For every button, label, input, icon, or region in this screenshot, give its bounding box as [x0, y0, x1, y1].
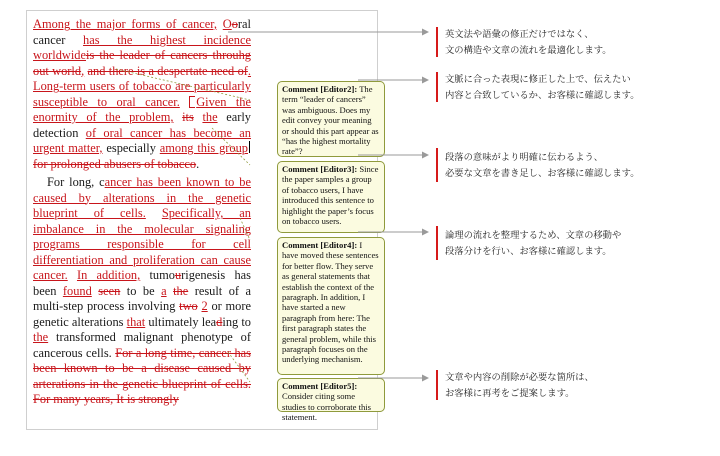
deletion[interactable]: and there is a despertate need of [87, 63, 248, 78]
deletion[interactable]: its [182, 110, 194, 124]
text-run: For long, c [47, 175, 105, 189]
explanation-note-3 [445, 150, 710, 182]
note-line: 論理の流れを整理するため、文章の移動や [445, 230, 622, 241]
text-run: . [196, 156, 200, 171]
comment-label: Comment [Editor5]: [282, 381, 358, 391]
insertion[interactable]: that [126, 314, 146, 329]
insertion[interactable]: ancer has been known to be caused by alterations in the genetic blueprint of cells. [33, 175, 251, 220]
comment-text: Consider citing some studies to corroborate this statement. [282, 391, 372, 423]
text-run: ral cancer [33, 17, 251, 47]
insertion[interactable]: . [247, 63, 251, 78]
note-accent-bar [436, 148, 438, 182]
text-run: early detection [33, 110, 251, 140]
text-run: transformed malignant phenotype of cancerous cells. [33, 330, 251, 360]
paragraph-2 [33, 175, 251, 408]
comment-text: Since the paper samples a group of tobacco users, I have introduced this sentence to highlight the paper’s focus on tobacco users. [282, 164, 379, 227]
text-cursor [249, 141, 250, 153]
text-run: tumo [149, 268, 175, 282]
explanation-note-4 [445, 228, 710, 260]
note-line: お客様に再考をご提案します。 [445, 388, 575, 399]
deletion[interactable]: u [174, 268, 182, 282]
insertion[interactable]: found [62, 283, 92, 298]
insertion[interactable]: 2 [201, 299, 208, 313]
deletion[interactable]: two [179, 299, 198, 313]
deletion[interactable]: for prolonged abusers of tobacco [33, 156, 197, 171]
comment-text: The term “leader of cancers” was ambiguous. Does my edit convey your meaning or should this part appear as “has the highest mortality rate”? [282, 84, 379, 157]
comment-text: I have moved these sentences for better flow. They serve as general statements that establish the context of the paragraph. In addition, I have started a new paragraph from here: The first paragraph states the general problem, while this paragraph focuses on the underlying mechanism. [282, 240, 379, 365]
insertion[interactable]: Specifically, an imbalance in the molecular signaling programs responsible for cell differentiation and proliferation can cause cancer. [33, 206, 251, 282]
insertion[interactable]: the [202, 110, 218, 124]
insertion[interactable]: of oral cancer has become an urgent matter, [33, 125, 251, 155]
comment-balloon-editor4[interactable] [277, 237, 385, 375]
text-run: especially [106, 141, 156, 155]
document-body [33, 17, 251, 421]
note-line: 文脈に合った表現に修正した上で、伝えたい [445, 74, 631, 85]
text-run: ultimately lea [148, 314, 217, 329]
text-run: ing [222, 314, 239, 329]
comment-balloon-editor3[interactable] [277, 161, 385, 233]
text-run: result of a multi-step process involving [33, 283, 251, 313]
comment-anchor[interactable] [189, 96, 195, 108]
explanation-note-2 [445, 72, 710, 104]
insertion[interactable]: O [222, 17, 232, 31]
insertion[interactable]: a [161, 283, 167, 298]
insertion[interactable]: the [33, 330, 49, 344]
note-line: 必要な文章を書き足し、お客様に確認します。 [445, 168, 640, 179]
paragraph-1 [33, 17, 251, 172]
deletion[interactable]: is the leader of cancers throuhg out world [33, 48, 251, 78]
note-line: 段落分けを行い、お客様に確認します。 [445, 246, 612, 257]
deletion[interactable]: the [173, 283, 189, 298]
comment-balloon-editor5[interactable] [277, 378, 385, 423]
explanation-note-1 [445, 27, 710, 59]
text-run: has been [33, 268, 251, 298]
text-run: rigenesis [181, 268, 226, 282]
text-run: or more genetic alterations [33, 299, 251, 329]
insertion[interactable]: has the highest incidence worldwide [33, 32, 251, 62]
deletion[interactable]: o [231, 17, 238, 31]
note-accent-bar [436, 226, 438, 260]
deletion[interactable]: For a long time, cancer has been known to be a disease caused by arterations in the genetic blueprint of cells. For many years, It is strongly [33, 345, 251, 406]
insertion[interactable]: Given the enormity of the problem, [33, 94, 251, 124]
note-line: 英文法や語彙の修正だけではなく、 [445, 29, 594, 40]
note-line: 文章や内容の削除が必要な箇所は、 [445, 372, 594, 383]
comment-label: Comment [Editor3]: [282, 164, 358, 174]
insertion[interactable]: Long-term users of tobacco are particularly susceptible to oral cancer. [33, 79, 251, 109]
note-accent-bar [436, 27, 438, 57]
note-line: 段落の意味がより明確に伝わるよう、 [445, 152, 604, 163]
explanation-note-5 [445, 370, 710, 402]
deletion[interactable]: seen [98, 283, 121, 298]
deletion[interactable]: d [216, 314, 223, 329]
insertion[interactable]: , [81, 63, 85, 78]
note-accent-bar [436, 72, 438, 102]
document-panel [26, 10, 378, 430]
comment-balloon-editor2[interactable] [277, 81, 385, 157]
comment-label: Comment [Editor4]: [282, 240, 358, 250]
insertion[interactable]: In addition, [76, 268, 141, 282]
text-run: to be [126, 283, 155, 298]
note-accent-bar [436, 370, 438, 400]
insertion[interactable]: among this group [159, 141, 248, 155]
insertion[interactable]: Among the major forms of cancer, [33, 17, 218, 31]
comment-label: Comment [Editor2]: [282, 84, 358, 94]
text-run: to [241, 314, 251, 329]
note-line: 文の構造や文章の流れを最適化します。 [445, 45, 612, 56]
note-line: 内容と合致しているか、お客様に確認します。 [445, 90, 640, 101]
